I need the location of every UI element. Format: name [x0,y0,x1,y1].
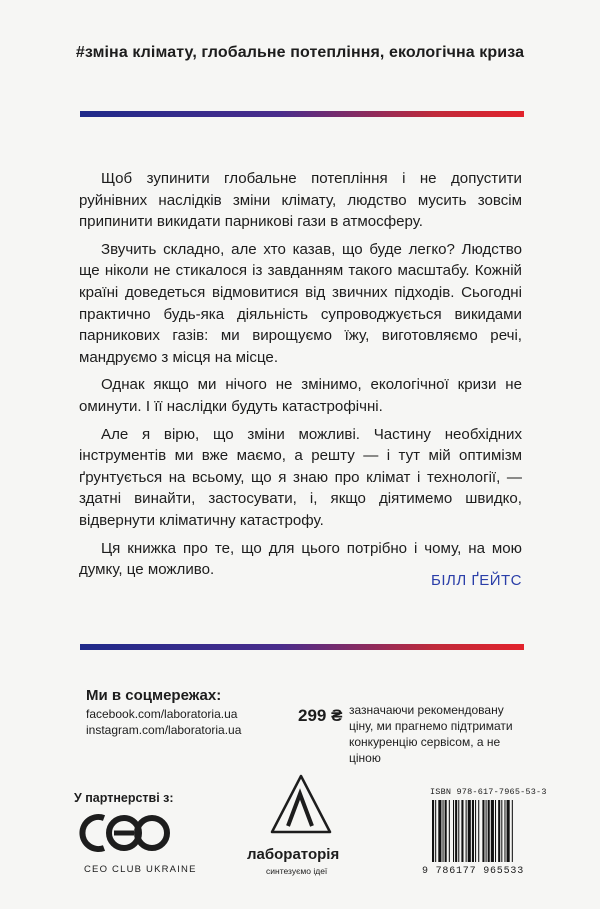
barcode-bar [455,800,457,862]
barcode-bar [443,800,444,862]
barcode-bar [438,800,441,862]
barcode-bar [435,800,436,862]
barcode-bar [495,800,496,862]
blurb-paragraph: Ця книжка про те, що для цього потрібно і чому, на мою думку, це можливо. [79,539,522,579]
facebook-link[interactable]: facebook.com/laboratoria.ua [86,707,238,721]
barcode-bar [453,800,454,862]
barcode-bar [512,800,513,862]
barcode-bar [498,800,500,862]
price-value: 299 ₴ [298,706,343,725]
social-links-block [86,688,241,738]
barcode-bar [458,800,459,862]
blurb-text [79,168,522,587]
publisher-name: лабораторія [247,846,340,863]
barcode-bar [466,800,467,862]
isbn-barcode [430,800,542,862]
price-note: зазначаючи рекомендовану ціну, ми прагнемо підтримати конкуренцію сервісом, а не ціною [349,703,513,765]
subject-tags: #зміна клімату, глобальне потепління, екологічна криза [75,44,525,61]
author-signature: БІЛЛ ҐЕЙТС [431,572,522,589]
barcode-bar [445,800,447,862]
blurb-paragraph: Але я вірю, що зміни можливі. Частину необхідних інструментів ми вже маємо, а решту — і тут мій оптимізм ґрунтується на всьому, що я знаю про клімат і технології, — здатні винайти, застосувати, і, якщо діятимемо швидко, відвернути кліматичну катастрофу. [79,425,522,529]
instagram-link[interactable]: instagram.com/laboratoria.ua [86,723,242,737]
barcode-bar [432,800,434,862]
social-heading: Ми в соцмережах: [86,687,222,704]
ceo-club-logo [74,810,174,856]
publisher-slogan: синтезуємо ідеї [266,866,328,876]
barcode-bar [504,800,505,862]
barcode-bar [501,800,502,862]
barcode-bar [478,800,479,862]
barcode-bar [449,800,450,862]
barcode-bar [461,800,463,862]
blurb-paragraph: Щоб зупинити глобальне потепління і не допустити руйнівних наслідків зміни клімату, людство мусить зовсім припинити викидати парникові гази в атмосферу. [79,170,522,231]
barcode-number: 9 786177 965533 [422,866,525,877]
barcode-bar [486,800,487,862]
barcode-bar [491,800,494,862]
top-gradient-divider [80,111,524,117]
bottom-gradient-divider [80,644,524,650]
isbn-label: ISBN 978-617-7965-53-3 [430,787,547,797]
barcode-bar [507,800,510,862]
lambda-triangle-icon [266,772,336,840]
barcode-bar [482,800,484,862]
blurb-paragraph: Однак якщо ми нічого не змінимо, екологічної кризи не оминути. І її наслідки будуть катастрофічні. [79,376,522,415]
partner-name: CEO CLUB UKRAINE [84,864,197,875]
barcode-bar [472,800,474,862]
partner-label: У партнерстві з: [74,791,174,805]
barcode-bar [488,800,490,862]
blurb-paragraph: Звучить складно, але хто казав, що буде легко? Людство ще ніколи не стикалося із завданням такого масштабу. Кожній країні доведеться відмовитися від звичних підходів. Сьогодні практично будь-яка діяльність супроводжується викидами парникових газів: ми вирощуємо їжу, виготовляємо речі, мандруємо з місця на місце. [79,240,522,366]
barcode-bar [475,800,476,862]
barcode-bar [468,800,471,862]
